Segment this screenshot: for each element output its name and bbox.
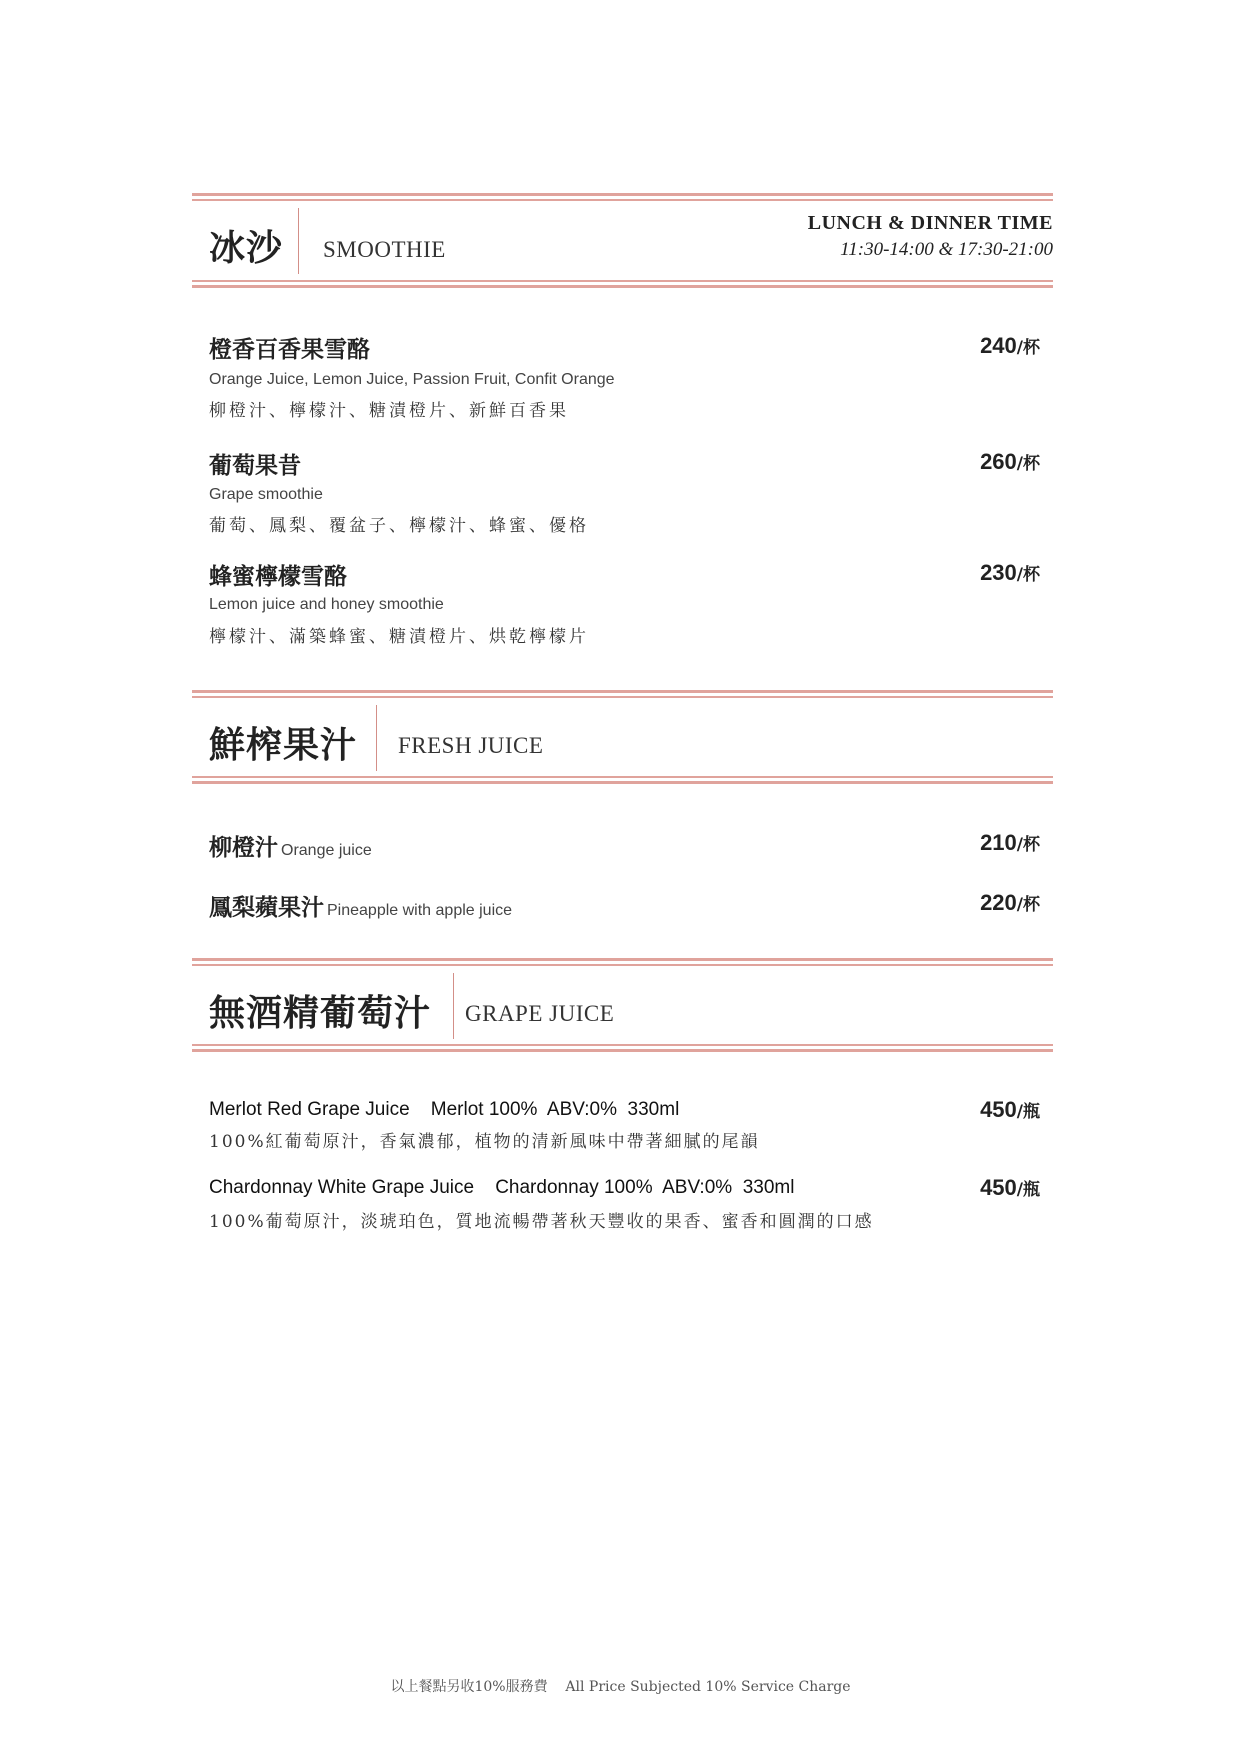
service-charge-en: All Price Subjected 10% Service Charge xyxy=(565,1679,851,1695)
menu-item-name xyxy=(209,889,512,922)
menu-item-name xyxy=(209,829,372,862)
menu-item-description-zh: 葡萄、鳳梨、覆盆子、檸檬汁、蜂蜜、優格 xyxy=(209,516,589,536)
menu-item-description-zh: 檸檬汁、滿築蜂蜜、糖漬橙片、烘乾檸檬片 xyxy=(209,627,589,647)
price-value: 210 xyxy=(980,830,1017,855)
grape-juice-title-en: GRAPE JUICE xyxy=(465,1001,615,1026)
grape-juice-item-title: Chardonnay White Grape Juice Chardonnay 100% ABV:0% 330ml xyxy=(209,1177,795,1198)
menu-item-price xyxy=(980,560,1040,586)
item-name-zh: 柳橙汁 xyxy=(209,834,278,861)
menu-item-price xyxy=(980,1097,1040,1123)
smoothie-top-rule-1 xyxy=(192,193,1053,196)
smoothie-header xyxy=(192,200,1053,280)
menu-item-description-zh: 柳橙汁、檸檬汁、糖漬橙片、新鮮百香果 xyxy=(209,401,569,421)
smoothie-bottom-rule-2 xyxy=(192,285,1053,288)
price-unit: /杯 xyxy=(1016,454,1040,474)
menu-item-name: 蜂蜜檸檬雪酪 xyxy=(209,563,347,590)
fresh-juice-bottom-rule-2 xyxy=(192,781,1053,784)
price-value: 450 xyxy=(980,1175,1017,1200)
fresh-juice-top-rule-1 xyxy=(192,690,1053,693)
price-value: 240 xyxy=(980,333,1017,358)
price-unit: /杯 xyxy=(1016,835,1040,855)
menu-item-price xyxy=(980,1175,1040,1201)
grape-juice-item-title: Merlot Red Grape Juice Merlot 100% ABV:0% 330ml xyxy=(209,1099,680,1120)
item-name-zh: 鳳梨蘋果汁 xyxy=(209,894,324,921)
fresh-juice-header xyxy=(192,697,1053,777)
price-unit: /杯 xyxy=(1016,895,1040,915)
grape-juice-header xyxy=(192,965,1053,1045)
menu-item-description-en: Grape smoothie xyxy=(209,486,323,503)
grape-juice-item-description: 100%紅葡萄原汁，香氣濃郁，植物的清新風味中帶著細膩的尾韻 xyxy=(209,1132,760,1152)
price-unit: /瓶 xyxy=(1016,1180,1040,1200)
menu-item-price xyxy=(980,333,1040,359)
service-charge-note xyxy=(0,1676,1241,1696)
fresh-juice-title-en: FRESH JUICE xyxy=(398,733,544,758)
grape-juice-title-divider xyxy=(453,973,454,1039)
fresh-juice-bottom-rule-1 xyxy=(192,776,1053,778)
grape-juice-title-zh: 無酒精葡萄汁 xyxy=(209,992,432,1034)
price-unit: /瓶 xyxy=(1016,1102,1040,1122)
menu-item-name: 葡萄果昔 xyxy=(209,452,301,479)
grape-juice-bottom-rule-2 xyxy=(192,1049,1053,1052)
service-hours-time: 11:30-14:00 & 17:30-21:00 xyxy=(840,239,1053,260)
price-value: 220 xyxy=(980,890,1017,915)
smoothie-title-en: SMOOTHIE xyxy=(323,237,446,262)
menu-item-name: 橙香百香果雪酪 xyxy=(209,336,370,363)
service-hours xyxy=(808,212,1053,261)
menu-item-price xyxy=(980,890,1040,916)
price-value: 450 xyxy=(980,1097,1017,1122)
service-charge-zh: 以上餐點另收10%服務費 xyxy=(390,1679,548,1695)
service-hours-label: LUNCH & DINNER TIME xyxy=(807,212,1053,234)
price-unit: /杯 xyxy=(1016,565,1040,585)
menu-item-description-en: Lemon juice and honey smoothie xyxy=(209,596,444,613)
item-name-en: Pineapple with apple juice xyxy=(327,902,513,919)
fresh-juice-title-zh: 鮮榨果汁 xyxy=(209,724,358,766)
price-unit: /杯 xyxy=(1016,338,1040,358)
price-value: 230 xyxy=(980,560,1017,585)
menu-item-price xyxy=(980,830,1040,856)
smoothie-title-zh: 冰沙 xyxy=(209,227,284,269)
price-value: 260 xyxy=(980,449,1017,474)
item-name-en: Orange juice xyxy=(281,842,372,859)
grape-juice-bottom-rule-1 xyxy=(192,1044,1053,1046)
smoothie-bottom-rule-1 xyxy=(192,280,1053,282)
menu-item-description-en: Orange Juice, Lemon Juice, Passion Fruit, Confit Orange xyxy=(209,371,615,388)
smoothie-title-divider xyxy=(298,208,299,274)
grape-juice-top-rule-1 xyxy=(192,958,1053,961)
fresh-juice-title-divider xyxy=(376,705,377,771)
grape-juice-item-description: 100%葡萄原汁，淡琥珀色，質地流暢帶著秋天豐收的果香、蜜香和圓潤的口感 xyxy=(209,1212,874,1232)
menu-item-price xyxy=(980,449,1040,475)
